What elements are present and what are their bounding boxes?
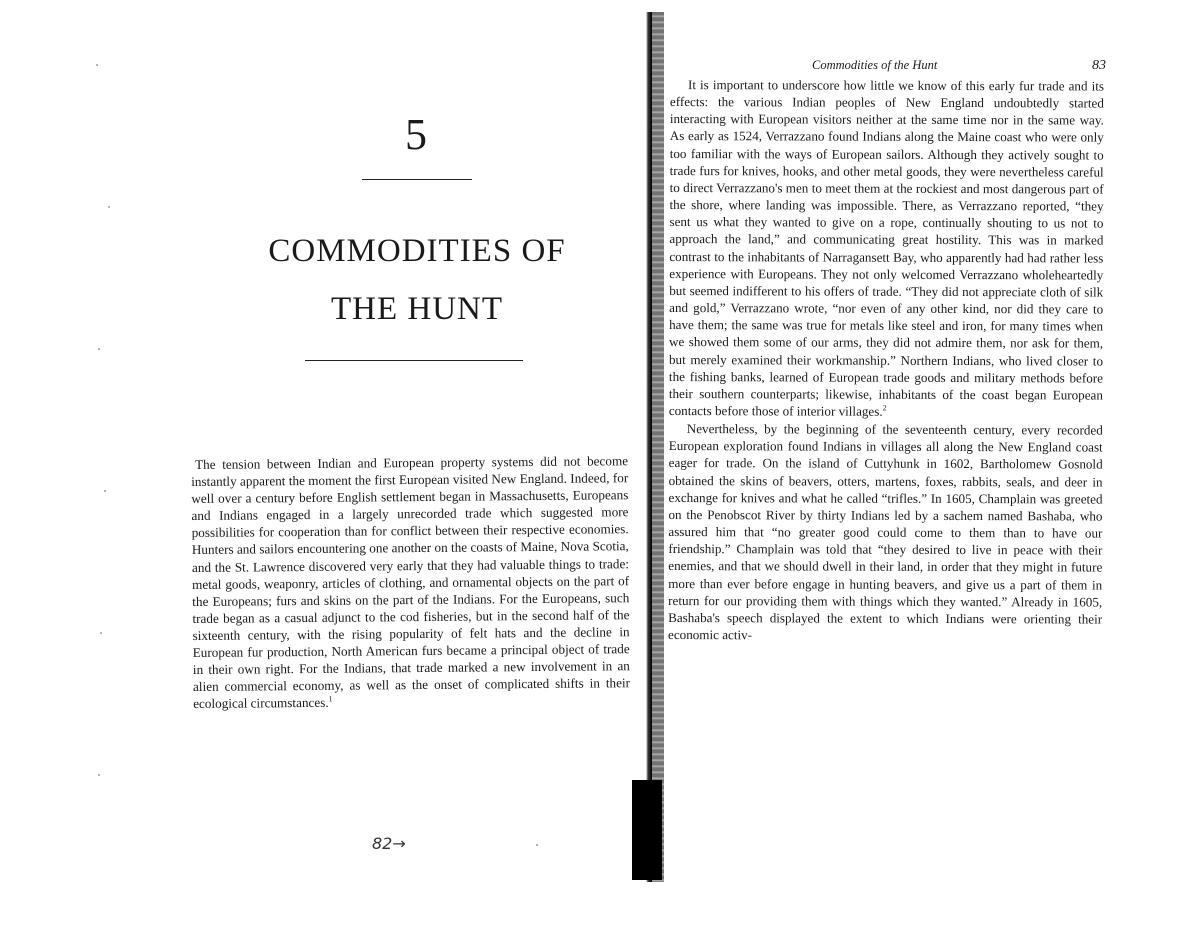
chapter-title-line-1: COMMODITIES OF xyxy=(268,233,566,269)
scan-speck xyxy=(104,490,106,492)
scan-speck xyxy=(108,206,110,208)
book-gutter-page-edges xyxy=(652,12,664,882)
body-paragraph xyxy=(669,76,1104,421)
right-page-body xyxy=(668,76,1104,645)
book-gutter-bottom-shadow xyxy=(632,780,662,880)
opening-paragraph-text: The tension between Indian and European property systems did not become instantly apparent the moment the first European visited New England. Indeed, for well over a century before English settlement began in Massachusetts, Europeans and Indians engaged in a largely unrecorded trade which suggested more possibilities for cooperation than for conflict between their respective economies. Hunters and sailors encountering one another on the coasts of Maine, Nova Scotia, and the St. Lawrence discovered very early that they had valuable things to trade: metal goods, weaponry, articles of clothing, and ornamental objects on the part of the Europeans; furs and skins on the part of the Indians. For the Europeans, such trade began as a casual adjunct to the cod fisheries, but in the second half of the sixteenth century, with the rising popularity of felt hats and the decline in European fur production, North American furs became a principal object of trade in their own right. For the Indians, that trade marked a new involvement in an alien commercial economy, as well as the onset of complicated shifts in their ecological circumstances. xyxy=(191,453,631,712)
running-header: Commodities of the Hunt xyxy=(812,58,938,72)
chapter-title-rule xyxy=(305,360,523,361)
footnote-marker: 1 xyxy=(328,694,333,704)
body-paragraph-text: It is important to underscore how little we know of this early fur trade and its effects: the various Indian peoples of New England undoubtedly started interacting with European visitors neither at the same time nor in the same way. As early as 1524, Verrazzano found Indians along the Maine coast who were only too familiar with the ways of European sailors. Although they actively sought to trade furs for knives, hooks, and other metal goods, they were nevertheless careful to direct Verrazzano's men to meet them at the rockiest and most dangerous part of the shore, where landing was impossible. There, as Verrazzano reported, “they sent us what they wanted to give on a rope, continually shouting to us not to approach the land,” and communicating great hostility. This was in marked contrast to the inhabitants of Narragansett Bay, who apparently had had rather less experience with Europeans. They not only welcomed Verrazzano wholeheartedly but seemed indifferent to his offers of trade. “They did not appreciate cloth of silk and gold,” Verrazzano wrote, “nor even of any other kind, nor did they care to have them; the same was true for metals like steel and iron, for many times when we showed them some of our arms, they did not admire them, nor ask for them, but merely examined their workmanship.” Northern Indians, who lived closer to the fishing banks, learned of European trade goods and military methods before their southern counterparts; likewise, inhabitants of the coast began European contacts before those of interior villages. xyxy=(668,77,1104,419)
scan-speck xyxy=(96,64,98,66)
chapter-title xyxy=(200,222,634,338)
scan-speck xyxy=(100,632,102,634)
page-number: 83 xyxy=(1092,58,1106,73)
chapter-number-rule xyxy=(362,179,472,180)
chapter-title-line-2: THE HUNT xyxy=(330,291,504,327)
body-paragraph-text: Nevertheless, by the beginning of the seventeenth century, every recorded European exploration found Indians in villages all along the New England coast eager for trade. On the island of Cuttyhunk in 1602, Bartholomew Gosnold obtained the skins of beavers, otters, martens, foxes, rabbits, seals, and deer in exchange for knives and what he called “trifles.” In 1605, Champlain was greeted on the Penobscot River by thirty Indians led by a sachem named Bashaba, who assured him that “no greater good could come to them than to have our friendship.” Champlain was told that “they desired to live in peace with their enemies, and that we should dwell in their land, in order that they might in future more than ever before engage in hunting beavers, and give us a part of them in return for our providing them with things which they wanted.” Already in 1605, Bashaba's speech displayed the extent to which Indians were orienting their economic activ- xyxy=(668,421,1103,643)
chapter-number: 5 xyxy=(405,110,427,159)
scan-speck xyxy=(536,844,538,846)
scan-speck xyxy=(98,348,100,350)
scan-speck xyxy=(98,774,100,776)
body-paragraph xyxy=(668,420,1103,645)
book-gutter-shadow xyxy=(630,12,652,882)
footnote-marker: 2 xyxy=(882,403,887,413)
handwritten-page-note: 82→ xyxy=(372,834,406,853)
opening-paragraph xyxy=(191,452,630,712)
